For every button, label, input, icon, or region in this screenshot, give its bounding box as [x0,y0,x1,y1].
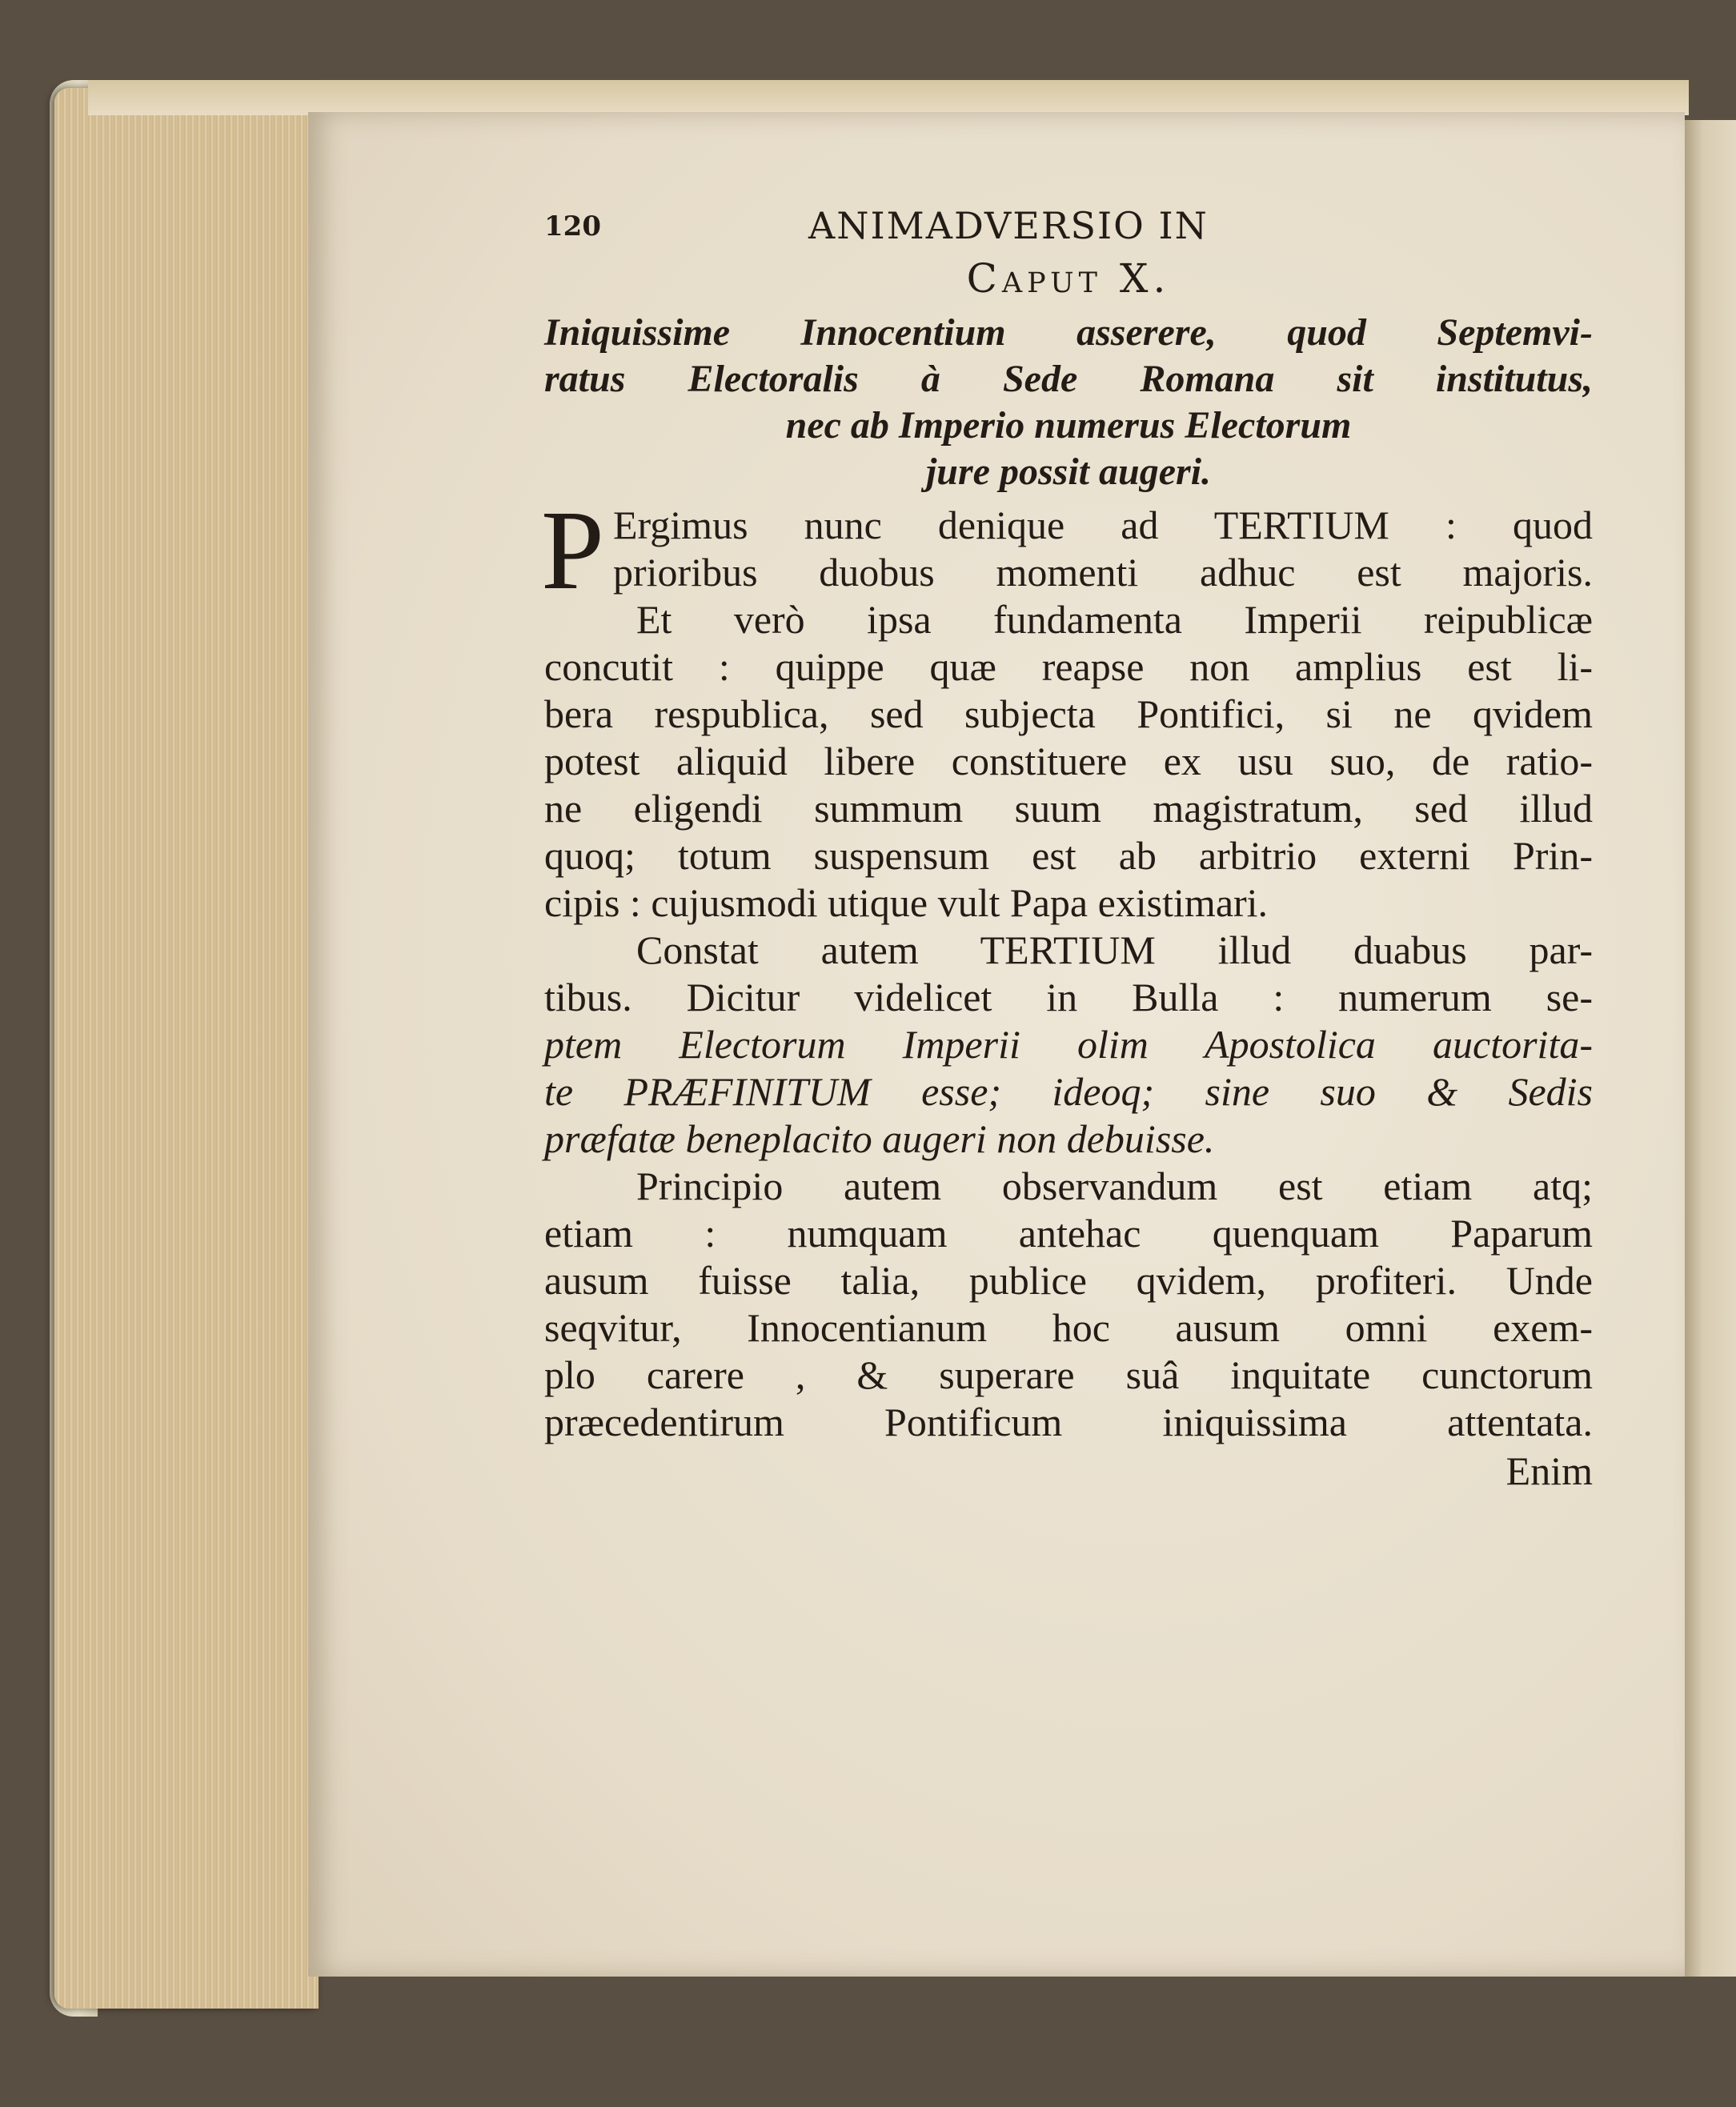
drop-cap: P [541,487,604,613]
chapter-heading: Caput X. [966,255,1171,302]
text-line: potest aliquid libere constituere ex usu suo, de ratio- [544,739,1593,783]
running-title: ANIMADVERSIO IN [808,204,1209,247]
body-text [541,487,1593,1495]
paragraph [544,927,1593,1163]
text-line: concutit : quippe quæ reapse non amplius est li- [544,644,1593,689]
page-number: 120 [544,210,601,242]
text-line: præcedentirum Pontificum iniquissima attentata. [544,1400,1593,1444]
text-line: ausum fuisse talia, publice qvidem, profiteri. Unde [544,1258,1593,1303]
catchword: Enim [1505,1448,1593,1493]
text-line: quoq; totum suspensum est ab arbitrio externi Prin- [544,833,1593,878]
paragraph [544,1163,1593,1446]
text-line: Principio autem observandum est etiam atq; [636,1164,1593,1208]
chapter-summary [544,310,1593,495]
text-line: prioribus duobus momenti adhuc est majoris. [613,550,1593,595]
text-line: cipis : cujusmodi utique vult Papa existimari. [544,880,1269,925]
text-line: ne eligendi summum suum magistratum, sed illud [544,786,1593,831]
page-top-edge [88,80,1689,115]
text-line: te PRÆFINITUM esse; ideoq; sine suo & Sedis [544,1069,1593,1114]
text-line: seqvitur, Innocentianum hoc ausum omni exem- [544,1305,1593,1350]
text-line: ptem Electorum Imperii olim Apostolica auctorita- [544,1022,1593,1067]
text-line: Constat autem TERTIUM illud duabus par- [636,927,1593,972]
text-line: tibus. Dicitur videlicet in Bulla : numerum se- [544,975,1593,1019]
summary-line: nec ab Imperio numerus Electorum [785,404,1352,447]
text-line: Et verò ipsa fundamenta Imperii reipublicæ [636,597,1593,642]
text-line: Ergimus nunc denique ad TERTIUM : quod [613,503,1593,547]
summary-line: ratus Electoralis à Sede Romana sit institutus, [544,358,1593,400]
text-line: etiam : numquam antehac quenquam Paparum [544,1211,1593,1256]
page-text [541,204,1593,1495]
text-line: plo carere , & superare suâ inquitate cunctorum [544,1352,1593,1397]
summary-line: Iniquissime Innocentium asserere, quod Septemvi- [544,311,1593,354]
text-line: præfatæ beneplacito augeri non debuisse. [544,1116,1215,1161]
facing-page-edge [1681,120,1736,1977]
page-block-edges [54,88,319,2009]
summary-line: jure possit augeri. [925,451,1212,493]
text-line: bera respublica, sed subjecta Pontifici, si ne qvidem [544,691,1593,736]
paragraph [541,487,1593,927]
running-head [544,204,1593,252]
